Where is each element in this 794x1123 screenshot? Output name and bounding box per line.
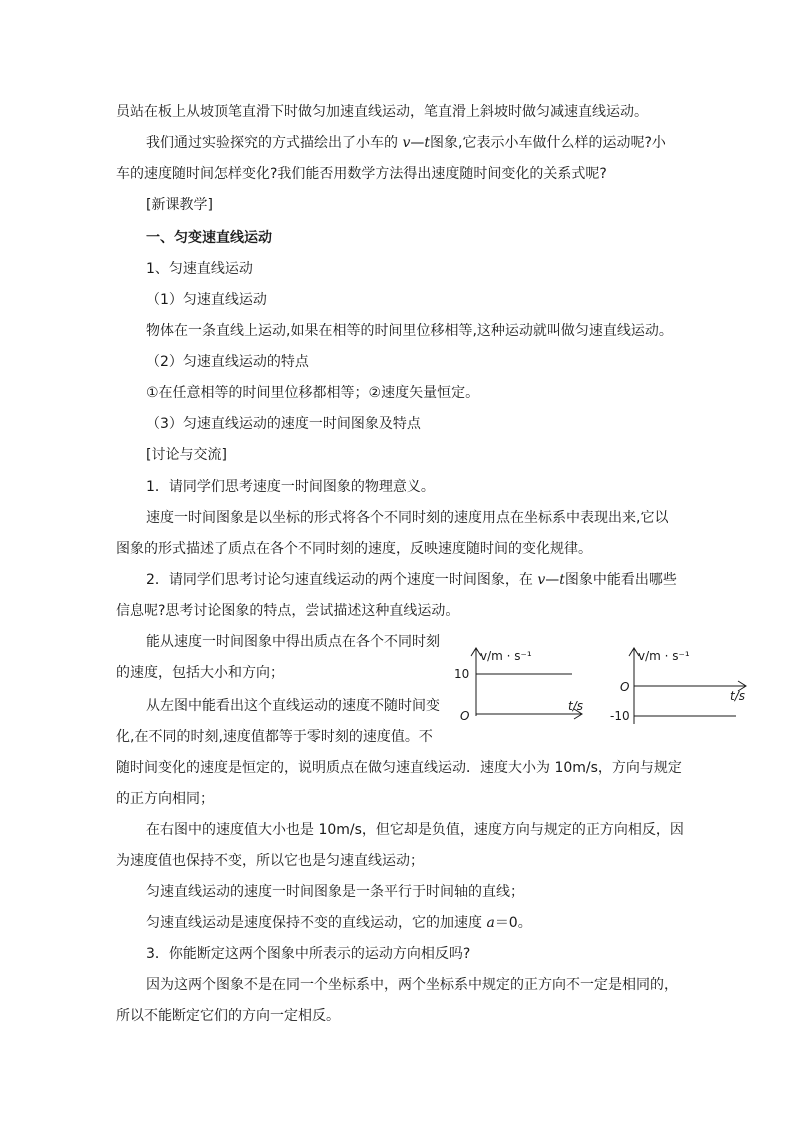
var-t: t <box>424 135 431 151</box>
text-line: 化,在不同的时刻,速度值都等于零时刻的速度值。不 <box>116 729 433 745</box>
y-tick-label: -10 <box>610 709 630 723</box>
text-line: 的速度，包括大小和方向； <box>116 665 284 681</box>
y-axis-label: v/m · s⁻¹ <box>480 649 532 663</box>
text-span: 2．请同学们思考讨论匀速直线运动的两个速度一时间图象，在 <box>146 572 538 588</box>
text-line: 为速度值也保持不变，所以它也是匀速直线运动； <box>116 853 424 869</box>
var-v: v <box>402 135 411 151</box>
x-axis-label: t/s <box>568 699 583 713</box>
text-line: 在右图中的速度值大小也是 10m/s，但它却是负值，速度方向与规定的正方向相反，因 <box>146 822 684 838</box>
text-line: 随时间变化的速度是恒定的，说明质点在做匀速直线运动．速度大小为 10m/s，方向与规定 <box>116 760 682 776</box>
text-line: 图象的形式描述了质点在各个不同时刻的速度，反映速度随时间的变化规律。 <box>116 541 592 557</box>
text-line: 所以不能断定它们的方向一定相反。 <box>116 1008 340 1024</box>
text-span: 图象,它表示小车做什么样的运动呢?小 <box>430 135 666 151</box>
var-t: t <box>559 572 565 588</box>
subheading: （1）匀速直线运动 <box>146 292 267 308</box>
text-line: 车的速度随时间怎样变化?我们能否用数学方法得出速度随时间变化的关系式呢? <box>116 166 607 182</box>
vt-graph-left <box>450 640 600 730</box>
x-axis-label: t/s <box>730 689 745 703</box>
section-bracket: [讨论与交流] <box>146 447 227 463</box>
text-span: 我们通过实验探究的方式描绘出了小车的 <box>146 135 403 151</box>
var-a: a <box>486 915 495 931</box>
text-line: 能从速度一时间图象中得出质点在各个不同时刻 <box>146 634 440 650</box>
text-line: 的正方向相同； <box>116 791 214 807</box>
text-span: 图象中能看出哪些 <box>564 572 677 588</box>
text-line: 因为这两个图象不是在同一个坐标系中，两个坐标系中规定的正方向不一定是相同的， <box>146 977 678 993</box>
subheading: 1、匀速直线运动 <box>146 261 253 277</box>
text-line <box>146 133 666 153</box>
text-span: 匀速直线运动是速度保持不变的直线运动，它的加速度 <box>146 915 487 931</box>
question <box>146 570 677 590</box>
origin-label: O <box>460 709 470 723</box>
text-line: 员站在板上从坡顶笔直滑下时做匀加速直线运动，笔直滑上斜坡时做匀减速直线运动。 <box>116 104 648 120</box>
text-line: 从左图中能看出这个直线运动的速度不随时间变 <box>146 698 440 714</box>
text-line: 匀速直线运动的速度一时间图象是一条平行于时间轴的直线； <box>146 884 524 900</box>
text-line: 信息呢?思考讨论图象的特点，尝试描述这种直线运动。 <box>116 603 460 619</box>
dash: — <box>410 135 425 151</box>
vt-graph-right <box>610 640 760 730</box>
text-line: ①在任意相等的时间里位移都相等；②速度矢量恒定。 <box>146 385 480 401</box>
origin-label: O <box>620 680 630 694</box>
y-tick-label: 10 <box>454 667 470 681</box>
var-v: v <box>537 572 546 588</box>
y-axis-label: v/m · s⁻¹ <box>638 649 690 663</box>
subheading: （3）匀速直线运动的速度一时间图象及特点 <box>146 416 421 432</box>
text-line: 速度一时间图象是以坐标的形式将各个不同时刻的速度用点在坐标系中表现出来,它以 <box>146 510 669 526</box>
dash: — <box>545 572 560 588</box>
section-bracket: [新课教学] <box>146 197 213 213</box>
text-line: 物体在一条直线上运动,如果在相等的时间里位移相等,这种运动就叫做匀速直线运动。 <box>146 323 673 339</box>
text-line <box>146 913 532 933</box>
section-heading: 一、匀变速直线运动 <box>146 230 272 246</box>
subheading: （2）匀速直线运动的特点 <box>146 354 309 370</box>
text-span: ＝0。 <box>494 915 532 931</box>
question: 1．请同学们思考速度一时间图象的物理意义。 <box>146 479 435 495</box>
question: 3．你能断定这两个图象中所表示的运动方向相反吗? <box>146 946 471 962</box>
